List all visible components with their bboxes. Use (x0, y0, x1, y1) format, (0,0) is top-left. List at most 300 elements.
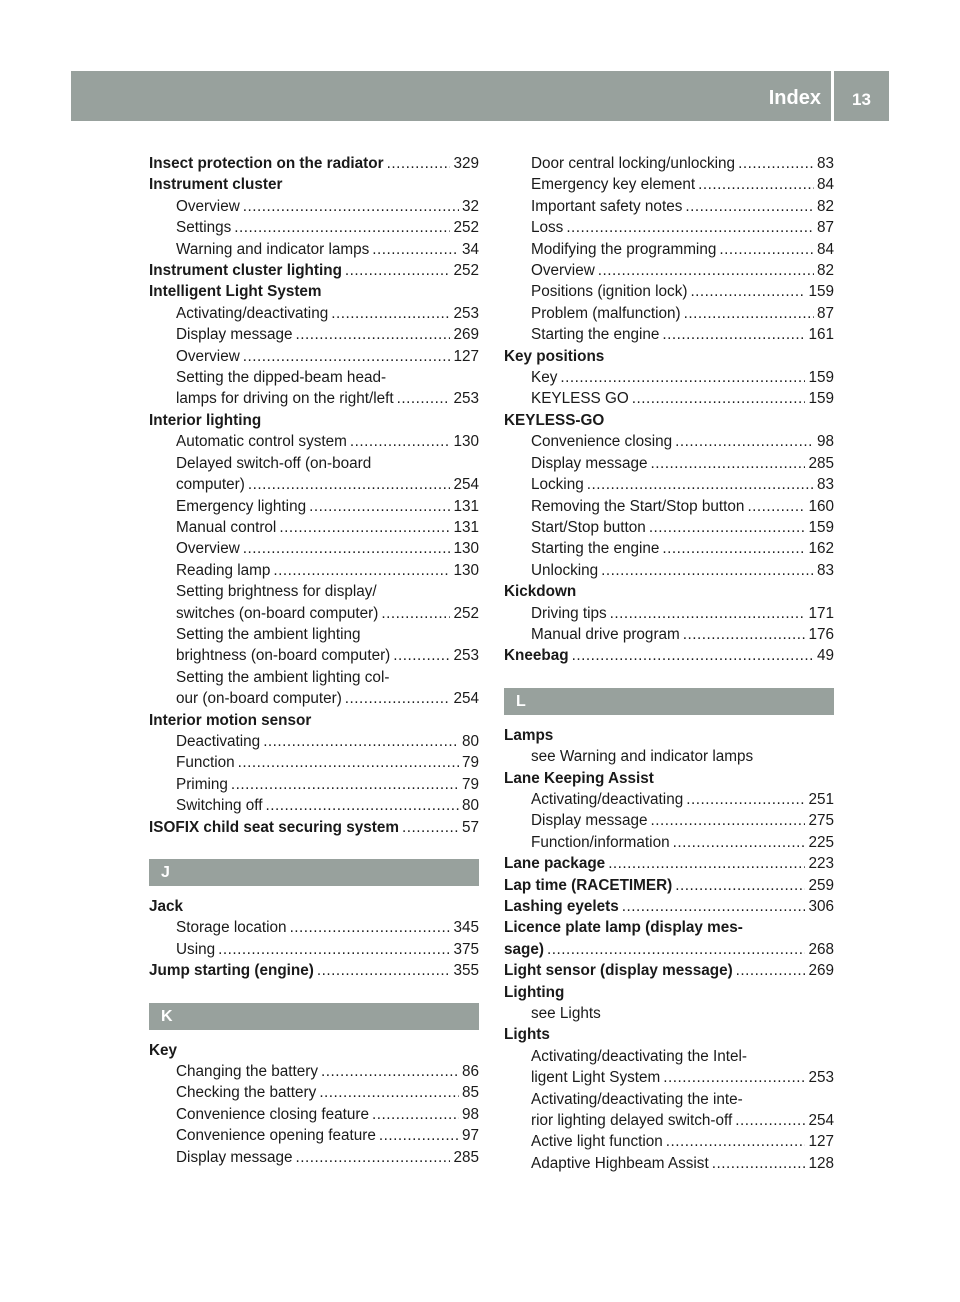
index-subentry (149, 196, 479, 217)
leader-dots (345, 688, 451, 709)
leader-dots (295, 324, 450, 345)
page-reference: 252 (453, 604, 479, 622)
leader-dots (234, 217, 450, 238)
index-subentry (149, 1147, 479, 1168)
entry-text: Storage location (176, 919, 287, 937)
entry-text: Convenience closing feature (176, 1105, 370, 1123)
page-reference: 306 (808, 898, 834, 915)
index-entry (504, 410, 834, 431)
entry-text: Adaptive Highbeam Assist (531, 1154, 709, 1172)
index-subentry (149, 324, 479, 345)
index-entry (149, 174, 479, 195)
entry-text: Starting the engine (531, 540, 660, 558)
page-reference: 82 (816, 197, 834, 215)
entry-text: Key (149, 1041, 178, 1059)
index-column-left (149, 153, 479, 1168)
entry-text: Manual control (176, 518, 277, 536)
index-subentry (149, 560, 479, 581)
index-subentry (149, 239, 479, 260)
leader-dots (675, 875, 805, 896)
page-reference: 97 (461, 1127, 479, 1145)
entry-text: sage) (504, 940, 544, 958)
leader-dots (273, 560, 450, 581)
index-subentry (504, 1153, 834, 1174)
leader-dots (683, 624, 806, 645)
index-entry (504, 960, 834, 981)
index-subentry (149, 474, 479, 495)
entry-text: Emergency key element (531, 176, 696, 194)
entry-text: Display message (531, 454, 648, 472)
page-reference: 269 (808, 962, 834, 980)
entry-text: Modifying the programming (531, 240, 717, 258)
index-subentry (149, 1125, 479, 1146)
leader-dots (622, 896, 806, 917)
index-subentry (504, 1089, 834, 1110)
leader-dots (666, 1131, 806, 1152)
leader-dots (650, 810, 805, 831)
page-reference: 80 (461, 797, 479, 815)
leader-dots (317, 960, 451, 981)
leader-dots (372, 1104, 459, 1125)
entry-text: Lashing eyelets (504, 898, 619, 915)
page-reference: 87 (816, 304, 834, 322)
index-subentry (149, 431, 479, 452)
page-reference: 130 (453, 540, 479, 558)
page-reference: 285 (808, 454, 834, 472)
entry-text: Manual drive program (531, 625, 680, 643)
index-subentry (149, 1082, 479, 1103)
index-entry (504, 853, 834, 874)
index-subentry (149, 603, 479, 624)
index-subentry (504, 603, 834, 624)
leader-dots (243, 346, 451, 367)
index-subentry (149, 731, 479, 752)
leader-dots (662, 538, 805, 559)
leader-dots (381, 603, 450, 624)
page-reference: 82 (816, 262, 834, 280)
page-reference: 32 (461, 197, 479, 215)
index-entry (504, 939, 834, 960)
page-reference: 252 (453, 219, 479, 237)
index-subentry (504, 560, 834, 581)
page-reference: 34 (461, 240, 479, 258)
page-reference: 79 (461, 775, 479, 793)
page-reference: 253 (453, 390, 479, 408)
leader-dots (698, 174, 814, 195)
entry-text: ISOFIX child seat securing system (149, 818, 399, 836)
index-subentry (504, 789, 834, 810)
index-entry (504, 768, 834, 789)
entry-text: Door central locking/unlocking (531, 155, 736, 172)
leader-dots (675, 431, 814, 452)
entry-text: see Lights (531, 1005, 601, 1023)
page-reference: 345 (453, 919, 479, 937)
entry-text: lamps for driving on the right/left (176, 390, 394, 408)
entry-text: Emergency lighting (176, 497, 307, 515)
leader-dots (608, 853, 805, 874)
entry-text: Lights (504, 1026, 550, 1044)
leader-dots (231, 774, 459, 795)
leader-dots (393, 645, 450, 666)
page-reference: 176 (808, 625, 834, 643)
page-reference: 171 (808, 604, 834, 622)
entry-text: brightness (on-board computer) (176, 647, 391, 665)
leader-dots (402, 817, 459, 838)
index-entry (149, 710, 479, 731)
index-entry (504, 645, 834, 666)
leader-dots (290, 917, 451, 938)
index-subentry (149, 496, 479, 517)
page-reference: 253 (453, 304, 479, 322)
index-subentry (504, 196, 834, 217)
page-reference: 130 (453, 433, 479, 451)
leader-dots (319, 1082, 459, 1103)
entry-text: switches (on-board computer) (176, 604, 379, 622)
page-reference: 83 (816, 476, 834, 494)
entry-text: KEYLESS GO (531, 390, 629, 408)
entry-text: Delayed switch-off (on-board (176, 454, 372, 472)
leader-dots (649, 517, 806, 538)
entry-text: Starting the engine (531, 326, 660, 344)
page-reference: 161 (808, 326, 834, 344)
leader-dots (331, 303, 450, 324)
page-reference: 329 (453, 155, 479, 172)
index-subentry (504, 174, 834, 195)
entry-text: Lap time (RACETIMER) (504, 876, 673, 894)
index-entry (504, 982, 834, 1003)
leader-dots (547, 939, 806, 960)
leader-dots (379, 1125, 459, 1146)
entry-text: Interior lighting (149, 411, 262, 429)
page-number: 13 (852, 90, 871, 109)
index-subentry (504, 517, 834, 538)
entry-text: Priming (176, 775, 228, 793)
index-subentry (149, 624, 479, 645)
entry-text: Display message (531, 812, 648, 830)
leader-dots (279, 517, 450, 538)
leader-dots (248, 474, 451, 495)
entry-text: our (on-board computer) (176, 690, 342, 708)
index-subentry (504, 832, 834, 853)
page-reference: 57 (461, 818, 479, 836)
leader-dots (610, 603, 806, 624)
entry-text: ligent Light System (531, 1069, 661, 1087)
leader-dots (572, 645, 814, 666)
leader-dots (719, 239, 814, 260)
index-entry (504, 917, 834, 938)
index-subentry (504, 388, 834, 409)
page-reference: 254 (453, 690, 479, 708)
index-subentry (149, 517, 479, 538)
index-entry (149, 896, 479, 917)
entry-text: computer) (176, 476, 245, 494)
leader-dots (397, 388, 451, 409)
index-subentry (149, 667, 479, 688)
page-reference: 130 (453, 561, 479, 579)
leader-dots (712, 1153, 806, 1174)
entry-text: Jack (149, 898, 184, 915)
page-reference: 159 (808, 283, 834, 301)
entry-text: Changing the battery (176, 1063, 319, 1081)
index-subentry (504, 1131, 834, 1152)
entry-text: Jump starting (engine) (149, 962, 314, 980)
entry-text: Setting the ambient lighting col- (176, 668, 390, 686)
entry-text: Problem (malfunction) (531, 304, 681, 322)
entry-text: Locking (531, 476, 584, 494)
entry-text: Driving tips (531, 604, 607, 622)
page-reference: 98 (461, 1105, 479, 1123)
index-entry (504, 896, 834, 917)
entry-text: Important safety notes (531, 197, 683, 215)
entry-text: Setting the ambient lighting (176, 625, 361, 643)
leader-dots (662, 324, 805, 345)
index-letter-heading: K (149, 1003, 479, 1030)
page-reference: 159 (808, 390, 834, 408)
page-reference: 87 (816, 219, 834, 237)
page-reference: 128 (808, 1154, 834, 1172)
index-entry (149, 153, 479, 174)
leader-dots (243, 538, 451, 559)
page-reference: 269 (453, 326, 479, 344)
entry-text: Checking the battery (176, 1084, 317, 1102)
index-subentry (504, 1003, 834, 1024)
entry-text: Overview (176, 540, 240, 558)
page-reference: 268 (808, 940, 834, 958)
entry-text: Removing the Start/Stop button (531, 497, 745, 515)
entry-text: Kickdown (504, 583, 577, 601)
index-subentry (149, 795, 479, 816)
page-reference: 162 (808, 540, 834, 558)
entry-text: Intelligent Light System (149, 283, 322, 301)
entry-text: Interior motion sensor (149, 711, 312, 729)
leader-dots (295, 1147, 450, 1168)
index-entry (149, 817, 479, 838)
leader-dots (650, 453, 805, 474)
leader-dots (690, 281, 805, 302)
index-entry (149, 281, 479, 302)
leader-dots (566, 217, 814, 238)
index-subentry (504, 474, 834, 495)
entry-text: Start/Stop button (531, 518, 646, 536)
page-reference: 131 (453, 518, 479, 536)
index-subentry (504, 453, 834, 474)
entry-text: see Warning and indicator lamps (531, 748, 754, 766)
index-subentry (149, 752, 479, 773)
page-reference: 159 (808, 369, 834, 387)
index-subentry (504, 496, 834, 517)
entry-text: Function (176, 754, 235, 772)
index-subentry (504, 538, 834, 559)
page-reference: 83 (816, 155, 834, 172)
index-subentry (504, 324, 834, 345)
entry-text: Activating/deactivating (176, 304, 329, 322)
index-letter-heading: J (149, 859, 479, 886)
index-subentry (149, 346, 479, 367)
entry-text: Overview (531, 262, 595, 280)
entry-text: Settings (176, 219, 232, 237)
index-entry (149, 960, 479, 981)
page-reference: 375 (453, 940, 479, 958)
leader-dots (321, 1061, 459, 1082)
index-subentry (149, 1104, 479, 1125)
page-reference: 127 (453, 347, 479, 365)
entry-text: Active light function (531, 1133, 663, 1151)
index-subentry (504, 260, 834, 281)
entry-text: Convenience opening feature (176, 1127, 376, 1145)
leader-dots (372, 239, 459, 260)
entry-text: Activating/deactivating (531, 790, 684, 808)
entry-text: Kneebag (504, 647, 569, 665)
index-subentry (504, 153, 834, 174)
index-subentry (504, 1046, 834, 1067)
entry-text: Function/information (531, 833, 670, 851)
entry-text: rior lighting delayed switch-off (531, 1112, 733, 1130)
index-subentry (504, 1067, 834, 1088)
page-reference: 254 (453, 476, 479, 494)
leader-dots (387, 153, 451, 174)
entry-text: Lane package (504, 855, 606, 873)
page-reference: 79 (461, 754, 479, 772)
page-reference: 285 (453, 1148, 479, 1166)
page-reference: 159 (808, 518, 834, 536)
section-title: Index (768, 87, 821, 109)
entry-text: Convenience closing (531, 433, 673, 451)
page-reference: 223 (808, 855, 834, 873)
index-column-right (504, 153, 834, 1174)
index-subentry (149, 1061, 479, 1082)
entry-text: Overview (176, 347, 240, 365)
leader-dots (345, 260, 451, 281)
entry-text: Overview (176, 197, 240, 215)
index-subentry (149, 367, 479, 388)
entry-text: Insect protection on the radiator (149, 155, 384, 172)
page-reference: 259 (808, 876, 834, 894)
index-subentry (504, 624, 834, 645)
index-entry (504, 875, 834, 896)
leader-dots (684, 303, 814, 324)
leader-dots (598, 260, 814, 281)
page-reference: 355 (453, 962, 479, 980)
index-subentry (504, 367, 834, 388)
leader-dots (686, 789, 805, 810)
index-subentry (149, 917, 479, 938)
index-subentry (149, 453, 479, 474)
index-entry (149, 410, 479, 431)
page-reference: 80 (461, 732, 479, 750)
leader-dots (218, 939, 450, 960)
index-entry (504, 581, 834, 602)
page-reference: 253 (453, 647, 479, 665)
entry-text: Loss (531, 219, 564, 237)
entry-text: Unlocking (531, 561, 599, 579)
entry-text: Lighting (504, 983, 565, 1001)
page-reference: 98 (816, 433, 834, 451)
entry-text: Instrument cluster (149, 176, 283, 194)
index-subentry (149, 939, 479, 960)
entry-text: Light sensor (display message) (504, 962, 733, 980)
page-reference: 253 (808, 1069, 834, 1087)
leader-dots (685, 196, 814, 217)
leader-dots (265, 795, 459, 816)
entry-text: Lamps (504, 726, 554, 744)
page-reference: 160 (808, 497, 834, 515)
index-subentry (149, 688, 479, 709)
index-entry (504, 1024, 834, 1045)
page-reference: 251 (808, 790, 834, 808)
page-reference: 252 (453, 262, 479, 280)
entry-text: Switching off (176, 797, 263, 815)
leader-dots (736, 960, 806, 981)
leader-dots (738, 153, 814, 174)
leader-dots (309, 496, 450, 517)
leader-dots (350, 431, 451, 452)
page-reference: 84 (816, 240, 834, 258)
entry-text: Automatic control system (176, 433, 347, 451)
entry-text: Setting the dipped-beam head- (176, 369, 387, 387)
index-entry (504, 346, 834, 367)
leader-dots (673, 832, 806, 853)
index-subentry (149, 538, 479, 559)
leader-dots (243, 196, 459, 217)
index-entry (149, 1040, 479, 1061)
index-subentry (504, 810, 834, 831)
leader-dots (735, 1110, 805, 1131)
entry-text: Licence plate lamp (display mes- (504, 919, 743, 937)
index-subentry (149, 645, 479, 666)
leader-dots (747, 496, 805, 517)
index-subentry (149, 774, 479, 795)
entry-text: Instrument cluster lighting (149, 262, 342, 280)
leader-dots (663, 1067, 805, 1088)
page-reference: 254 (808, 1112, 834, 1130)
index-subentry (504, 217, 834, 238)
index-letter-heading: L (504, 688, 834, 715)
page-reference: 275 (808, 812, 834, 830)
entry-text: Activating/deactivating the Intel- (531, 1047, 747, 1065)
index-subentry (149, 388, 479, 409)
index-subentry (504, 303, 834, 324)
leader-dots (238, 752, 459, 773)
index-subentry (504, 281, 834, 302)
entry-text: Reading lamp (176, 561, 271, 579)
entry-text: Activating/deactivating the inte- (531, 1090, 743, 1108)
index-subentry (149, 217, 479, 238)
entry-text: Warning and indicator lamps (176, 240, 370, 258)
leader-dots (632, 388, 806, 409)
page-reference: 85 (461, 1084, 479, 1102)
page-reference: 131 (453, 497, 479, 515)
entry-text: Lane Keeping Assist (504, 769, 654, 787)
index-subentry (504, 1110, 834, 1131)
entry-text: Display message (176, 326, 293, 344)
entry-text: Key (531, 369, 558, 387)
entry-text: Using (176, 940, 216, 958)
entry-text: Setting brightness for display/ (176, 583, 377, 601)
page-reference: 83 (816, 561, 834, 579)
page-reference: 86 (461, 1063, 479, 1081)
page-reference: 84 (816, 176, 834, 194)
leader-dots (263, 731, 459, 752)
index-entry (149, 260, 479, 281)
entry-text: Deactivating (176, 732, 261, 750)
index-subentry (504, 746, 834, 767)
page-reference: 49 (816, 647, 834, 665)
leader-dots (560, 367, 805, 388)
leader-dots (601, 560, 814, 581)
leader-dots (587, 474, 814, 495)
index-subentry (504, 431, 834, 452)
index-subentry (504, 239, 834, 260)
